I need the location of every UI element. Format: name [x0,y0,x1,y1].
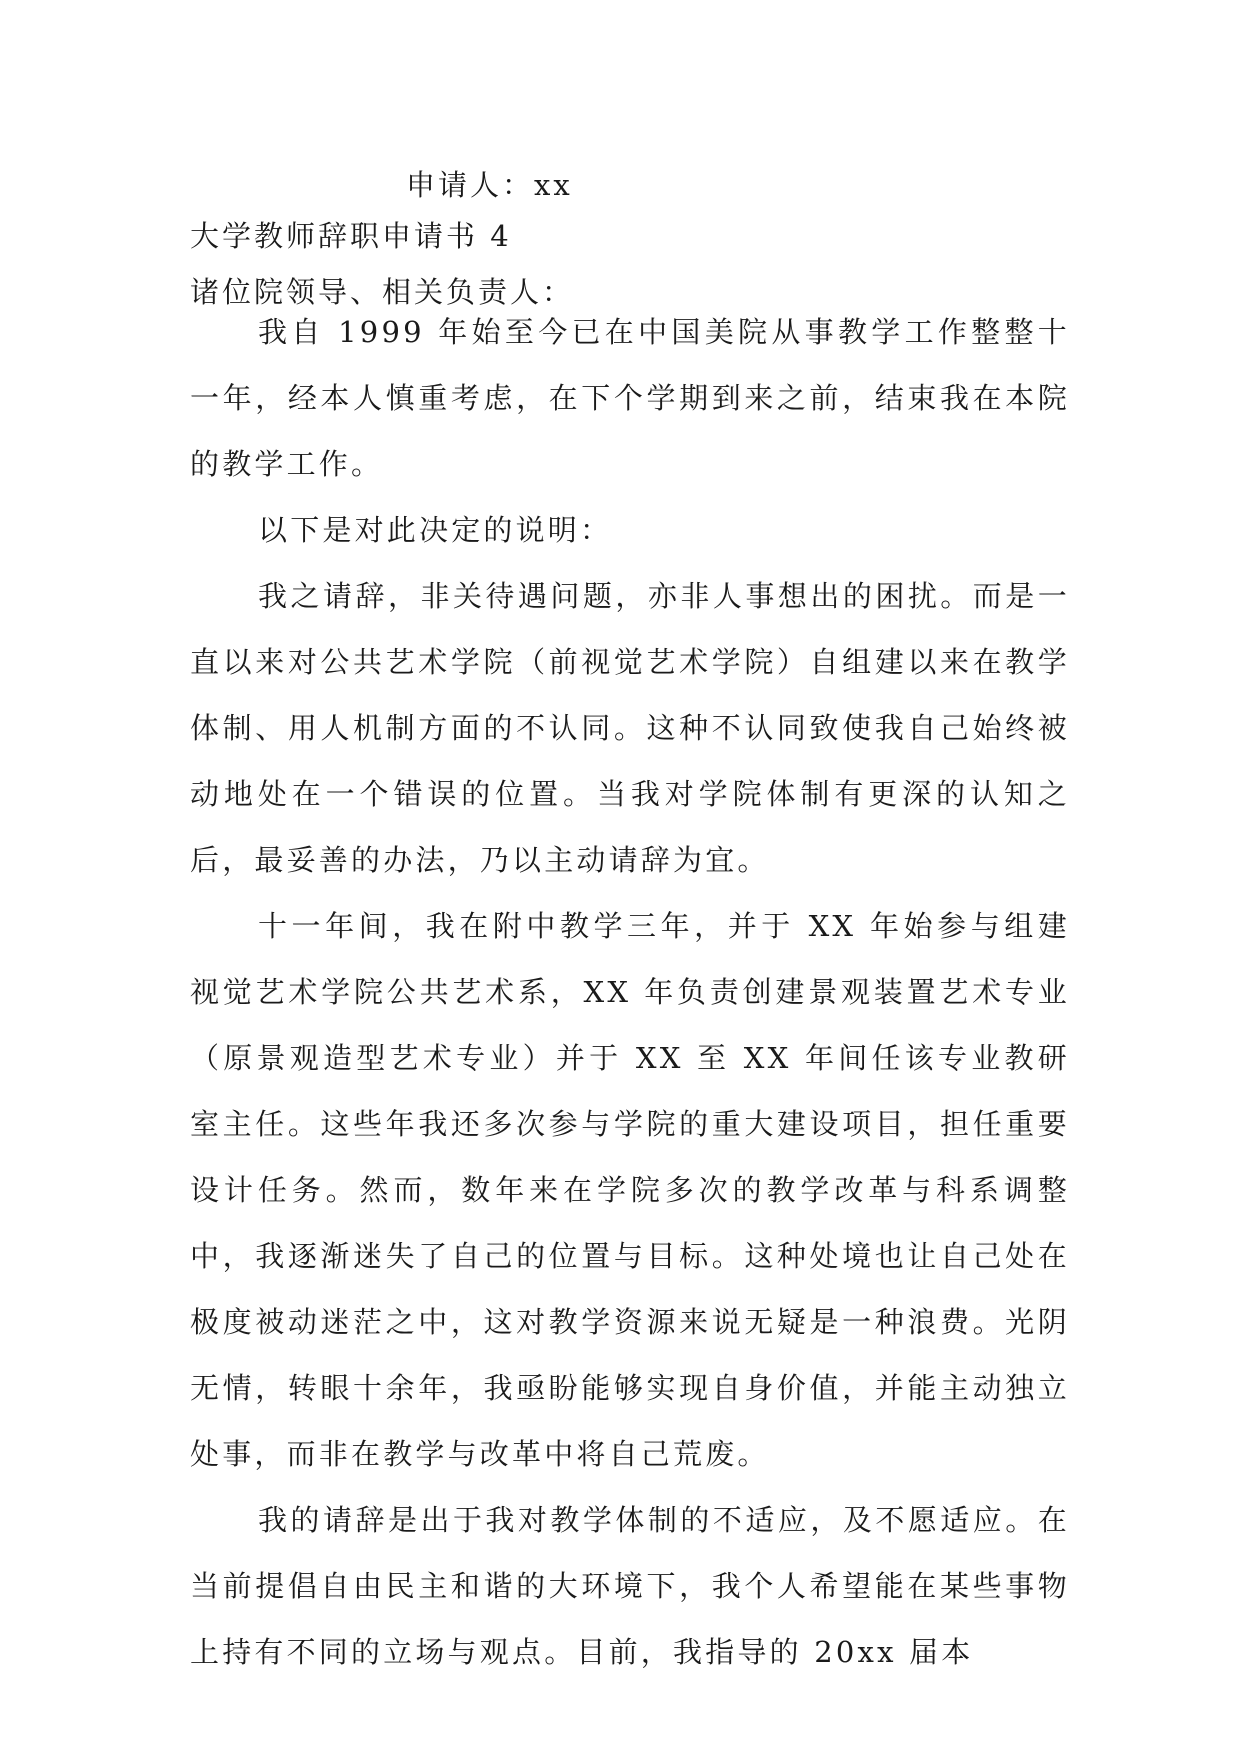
paragraph-4: 十一年间，我在附中教学三年，并于 XX 年始参与组建视觉艺术学院公共艺术系，XX 年负责创建景观装置艺术专业（原景观造型艺术专业）并于 XX 至 XX 年间任该专业教研室主任。这些年我还多次参与学院的重大建设项目，担任重要设计任务。然而，数年来在学院多次的教学改革与科系调整中，我逐渐迷失了自己的位置与目标。这种处境也让自己处在极度被动迷茫之中，这对教学资源来说无疑是一种浪费。光阴无情，转眼十余年，我亟盼能够实现自身价值，并能主动独立处事，而非在教学与改革中将自己荒废。 [190,909,1070,1471]
signer-line: 申请人：xx [406,168,573,202]
document-title: 大学教师辞职申请书 4 [190,219,512,253]
paragraph-2: 以下是对此决定的说明： [258,513,613,547]
paragraph-3: 我之请辞，非关待遇问题，亦非人事想出的困扰。而是一直以来对公共艺术学院（前视觉艺术学院）自组建以来在教学体制、用人机制方面的不认同。这种不认同致使我自己始终被动地处在一个错误的位置。当我对学院体制有更深的认知之后，最妥善的办法，乃以主动请辞为宜。 [190,579,1070,877]
paragraph-5: 我的请辞是出于我对教学体制的不适应，及不愿适应。在当前提倡自由民主和谐的大环境下，我个人希望能在某些事物上持有不同的立场与观点。目前，我指导的 20xx 届本 [190,1503,1070,1669]
paragraph-1: 我自 1999 年始至今已在中国美院从事教学工作整整十一年，经本人慎重考虑，在下个学期到来之前，结束我在本院的教学工作。 [190,315,1070,481]
salutation: 诸位院领导、相关负责人： [190,275,575,309]
